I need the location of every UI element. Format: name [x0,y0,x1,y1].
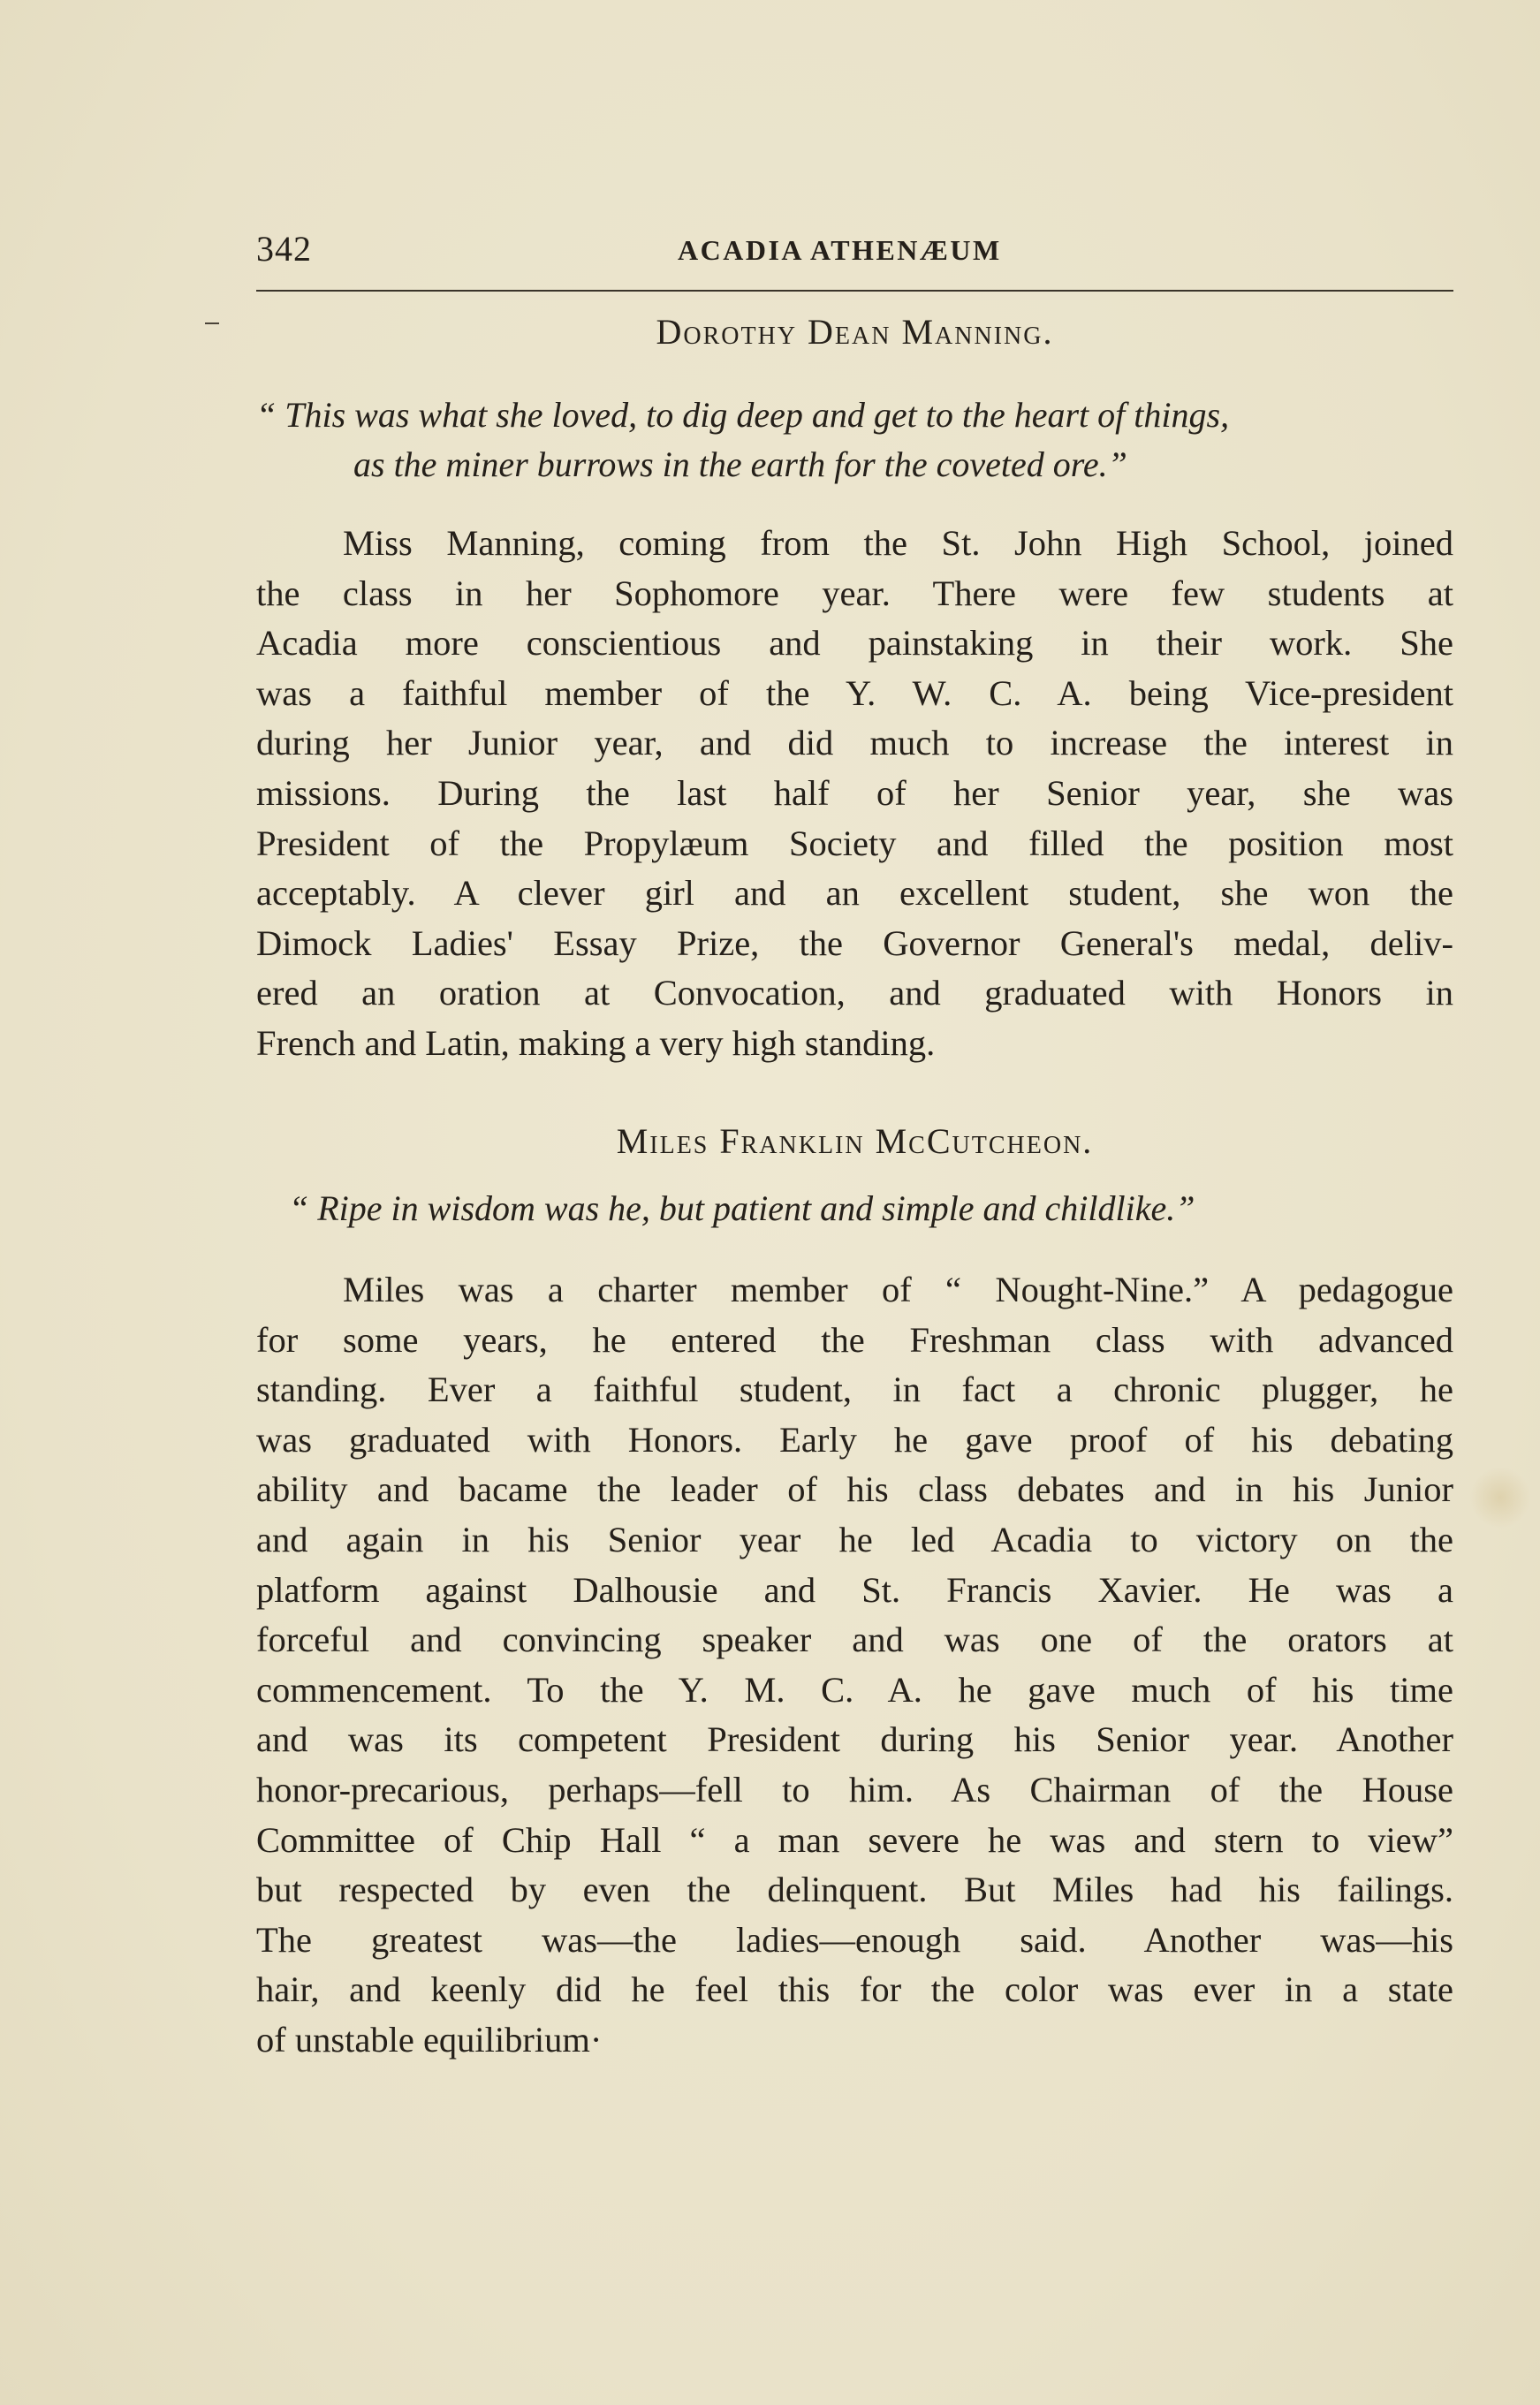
text-line: Miss Manning, coming from the St. John High School, joined [343,523,1453,563]
entry-name: Miles Franklin McCutcheon. [616,1121,1094,1161]
text-line: ability and bacame the leader of his class debates and in his Junior [256,1469,1453,1510]
quote-line: “ This was what she loved, to dig deep and get to the heart of things, [256,395,1230,435]
entry-miles-franklin-mccutcheon [256,1120,1453,1162]
margin-mark [205,322,219,324]
text-line: but respected by even the delinquent. But Miles had his failings. [256,1870,1453,1910]
page-header [256,228,1453,281]
entry-dorothy-dean-manning [256,311,1453,353]
entry-name: Dorothy Dean Manning. [656,312,1054,352]
text-line: and again in his Senior year he led Acadia to victory on the [256,1519,1453,1559]
text-line: Committee of Chip Hall “ a man severe he was and stern to view” [256,1819,1453,1860]
text-line: was graduated with Honors. Early he gave proof of his debating [256,1419,1453,1460]
entry-quote [256,391,1453,489]
text-line: the class in her Sophomore year. There were few students at [256,573,1453,613]
entry-paragraph [256,1265,1453,2066]
page-number: 342 [256,229,312,269]
text-line: The greatest was—the ladies—enough said. Another was—his [256,1919,1453,1960]
running-head: ACADIA ATHENÆUM [678,234,1002,266]
text-line: hair, and keenly did he feel this for the color was ever in a state [256,1969,1453,2010]
text-line: missions. During the last half of her Senior year, she was [256,772,1453,813]
text-line: platform against Dalhousie and St. Francis Xavier. He was a [256,1569,1453,1610]
quote-line: “ Ripe in wisdom was he, but patient and simple and childlike.” [289,1188,1195,1228]
text-line: for some years, he entered the Freshman class with advanced [256,1319,1453,1360]
entry-quote [256,1184,1453,1233]
text-line: standing. Ever a faithful student, in fact a chronic plugger, he [256,1369,1453,1410]
text-line: forceful and convincing speaker and was one of the orators at [256,1620,1453,1660]
paper-stain [1469,1467,1531,1529]
quote-line: as the miner burrows in the earth for the coveted ore.” [353,444,1127,484]
text-line: French and Latin, making a very high standing. [256,1022,936,1063]
text-line: Miles was a charter member of “ Nought-Nine.” A pedagogue [343,1270,1453,1309]
text-line: Acadia more conscientious and painstaking in their work. She [256,623,1453,664]
text-line: and was its competent President during his Senior year. Another [256,1719,1453,1760]
header-rule [256,290,1453,292]
text-line: acceptably. A clever girl and an excellent student, she won the [256,873,1453,914]
text-line: was a faithful member of the Y. W. C. A. being Vice-president [256,672,1453,713]
text-line: ered an oration at Convocation, and graduated with Honors in [256,973,1453,1013]
text-line: commencement. To the Y. M. C. A. he gave much of his time [256,1669,1453,1710]
text-line: honor-precarious, perhaps—fell to him. As Chairman of the House [256,1769,1453,1809]
text-line: President of the Propylæum Society and filled the position most [256,823,1453,863]
text-line: during her Junior year, and did much to increase the interest in [256,723,1453,763]
entry-paragraph [256,519,1453,1069]
text-line: of unstable equilibrium· [256,2019,603,2060]
text-line: Dimock Ladies' Essay Prize, the Governor General's medal, deliv- [256,922,1453,963]
